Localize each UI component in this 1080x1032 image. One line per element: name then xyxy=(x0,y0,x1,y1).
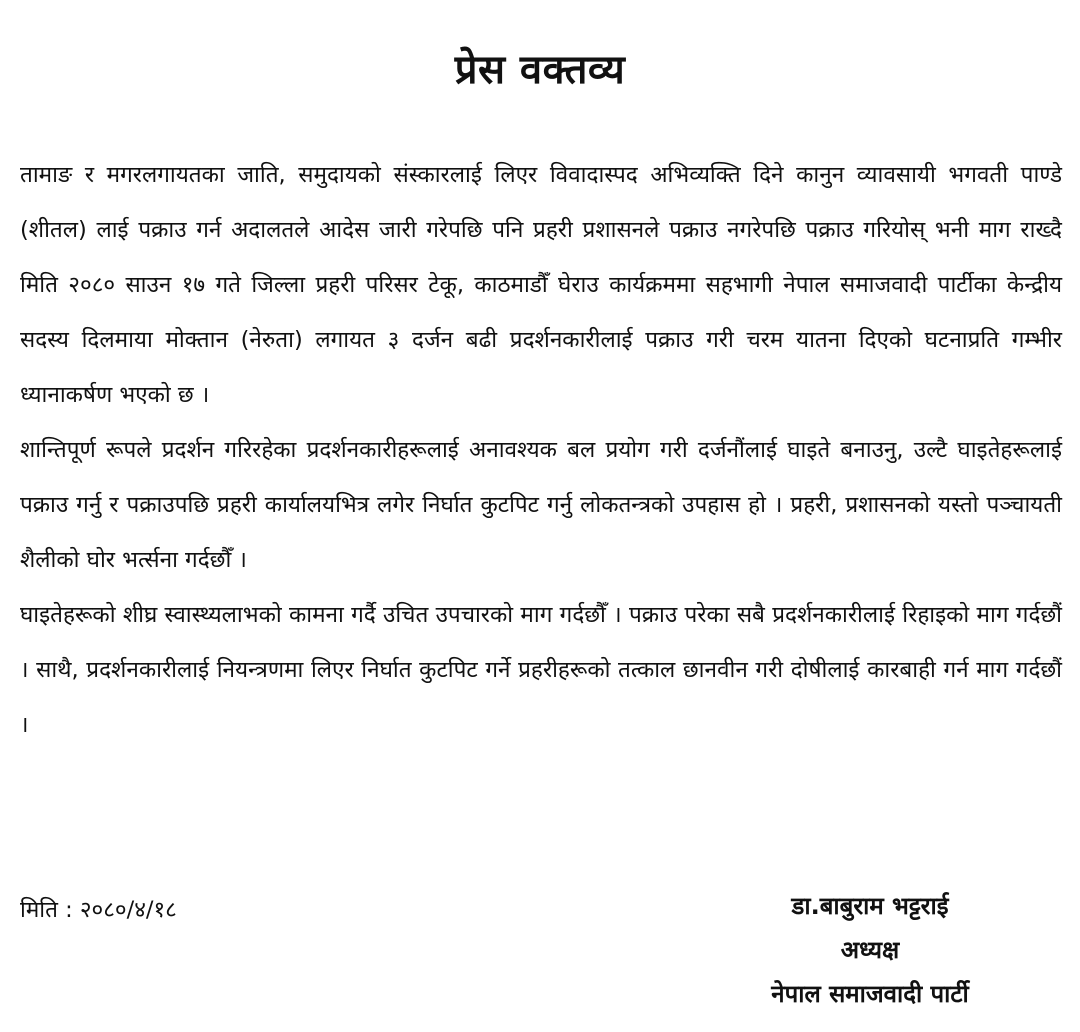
paragraph-3: घाइतेहरूको शीघ्र स्वास्थ्यलाभको कामना गर्दै उचित उपचारको माग गर्दछौँ । पक्राउ परेका सबै प्रदर्शनकारीलाई रिहाइको माग गर्दछौं । साथै, प्रदर्शनकारीलाई नियन्त्रणमा लिएर निर्घात कुटपिट गर्ने प्रहरीहरूको तत्काल छानवीन गरी दोषीलाई कारबाही गर्न माग गर्दछौं । xyxy=(20,602,1062,738)
date-line: मिति : २०८०/४/१८ xyxy=(20,897,177,923)
paragraph-2: शान्तिपूर्ण रूपले प्रदर्शन गरिरहेका प्रदर्शनकारीहरूलाई अनावश्यक बल प्रयोग गरी दर्जनौंलाई घाइते बनाउनु, उल्टै घाइतेहरूलाई पक्राउ गर्नु र पक्राउपछि प्रहरी कार्यालयभित्र लगेर निर्घात कुटपिट गर्नु लोकतन्त्रको उपहास हो । प्रहरी, प्रशासनको यस्तो पञ्चायती शैलीको घोर भर्त्सना गर्दछौँ । xyxy=(20,437,1062,573)
page-title: प्रेस वक्तव्य xyxy=(454,47,626,93)
paragraph-1: तामाङ र मगरलगायतका जाति, समुदायको संस्कारलाई लिएर विवादास्पद अभिव्यक्ति दिने कानुन व्यावसायी भगवती पाण्डे (शीतल) लाई पक्राउ गर्न अदालतले आदेस जारी गरेपछि पनि प्रहरी प्रशासनले पक्राउ नगरेपछि पक्राउ गरियोस् भनी माग राख्दै मिति २०८० साउन १७ गते जिल्ला प्रहरी परिसर टेकू, काठमाडौँ घेराउ कार्यक्रममा सहभागी नेपाल समाजवादी पार्टीका केन्द्रीय सदस्य दिलमाया मोक्तान (नेरुता) लगायत ३ दर्जन बढी प्रदर्शनकारीलाई पक्राउ गरी चरम यातना दिएको घटनाप्रति गम्भीर ध्यानाकर्षण भएको छ । xyxy=(20,162,1062,408)
statement-body xyxy=(20,148,1062,753)
signature-block xyxy=(720,884,1020,1016)
signatory-organization: नेपाल समाजवादी पार्टी xyxy=(771,980,969,1008)
signatory-designation: अध्यक्ष xyxy=(840,936,900,964)
signatory-name: डा.बाबुराम भट्टराई xyxy=(791,892,949,920)
